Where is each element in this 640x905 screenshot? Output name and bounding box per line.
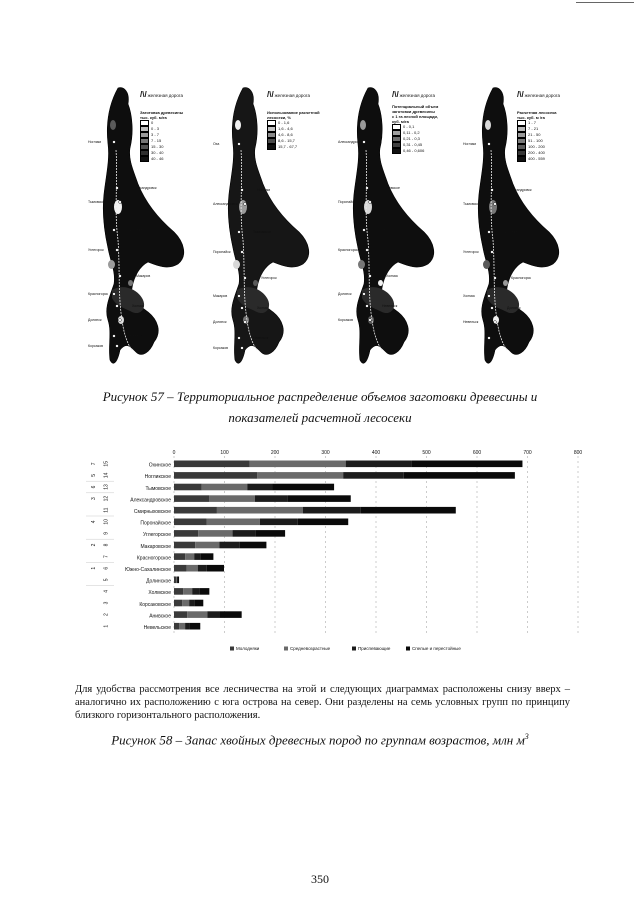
figure-57-caption-line-2: показателей расчетной лесосеки [228,410,412,425]
town-label: Долинск [88,318,102,322]
town-label: Поронайск [213,250,231,254]
bar-segment [260,519,298,526]
town-marker [116,305,119,308]
legend-swatch [352,647,356,651]
map-panel-1 [88,80,208,380]
town-label: Александровск [132,186,157,190]
railway-legend [267,90,310,99]
district-patch [235,120,241,130]
town-marker [488,295,491,298]
town-label: Корсаков [338,318,354,322]
legend-swatch [284,647,288,651]
legend-class-label: 200 - 400 [528,150,545,156]
town-marker [369,201,372,204]
bar-segment [185,623,189,630]
legend-class-label: 400 - 559 [528,156,545,162]
legend-class-label: 8,6 - 15,7 [278,138,295,144]
figure-57-maps [88,80,568,380]
railway-symbol-icon: /\/ [140,90,147,99]
town-marker [366,305,369,308]
town-label: Углегорск [463,250,479,254]
bar-segment [343,472,404,479]
group-label: 1 [90,566,97,570]
town-label: Корсаков [213,346,229,350]
map-class-legend [140,110,183,162]
index-label: 9 [103,532,110,535]
district-patch [110,120,116,130]
index-label: 4 [103,590,110,593]
legend-class-row [140,156,183,162]
legend-class-row [517,156,556,162]
x-tick-label: 100 [220,450,229,456]
page-number: 350 [311,872,329,886]
bar-segment [174,577,176,584]
category-label: Макаровское [140,543,171,550]
bar-segment [194,600,203,607]
town-marker [119,319,122,322]
figure-58-caption [60,732,580,748]
bar-segment [187,611,207,618]
bar-segment [174,565,187,572]
town-label: Холмск [132,304,144,308]
town-marker [113,229,116,232]
explanatory-paragraph: Для удобства рассмотрения все лесничества на этой и следующих диаграммах расположены снизу вверх – аналогично их расположению с юга острова на север. Они разделены на семь условных групп по принципу близкого горизонтального расположения. [75,684,570,721]
district-patch [253,280,258,286]
category-label: Южно-Сахалинское [124,567,171,573]
bar-segment [198,565,207,572]
railway-legend [392,90,435,99]
legend-label: Спелые и перестойные [412,646,461,651]
town-marker [363,229,366,232]
town-label: Холмск [386,274,398,278]
bar-segment [202,484,247,491]
legend-swatch [230,647,234,651]
bar-segment [194,553,200,560]
bar-segment [361,507,456,514]
town-label: Ноглики [88,140,102,144]
category-label: Ногликское [144,474,171,481]
town-label: Долинск [213,320,227,324]
railway-legend [517,90,560,99]
bar-segment [187,565,198,572]
legend-class-row [267,144,320,150]
town-label: Макаров [136,274,151,278]
legend-class-label: 15 - 30 [151,144,164,150]
legend-class-label: 30 - 40 [151,150,164,156]
bar-segment [185,553,194,560]
index-label: 1 [103,624,110,628]
category-label: Поронайское [140,520,171,527]
index-label: 15 [103,461,110,467]
district-patch [485,120,491,130]
legend-title-line: куб. м/га [392,119,409,124]
x-tick-label: 400 [371,450,381,456]
town-label: Поронайск [503,230,521,234]
town-marker [238,143,241,146]
group-label: 3 [90,497,97,500]
bar-segment [174,611,187,618]
legend-label: Приспевающие [358,646,391,651]
town-marker [241,189,244,192]
legend-class-label: 7 - 15 [151,138,162,144]
town-marker [363,141,366,144]
town-label: Холмск [257,306,269,310]
legend-title-line: Потенциальный объем [392,104,439,109]
town-label: Невельск [253,336,269,340]
bar-segment [195,542,219,549]
bar-segment [411,461,522,468]
bar-segment [177,577,178,584]
town-marker [116,345,119,348]
map-panel-3 [338,80,458,380]
index-label: 2 [103,613,110,616]
legend-class-label: 0 [151,120,154,126]
bar-segment [207,565,224,572]
bar-segment [199,588,209,595]
town-label: Поронайск [128,228,146,232]
index-label: 14 [103,472,110,479]
legend-class-label: 0 - 3 [151,126,160,132]
bar-segment [174,507,217,514]
category-label: Невельское [143,625,171,631]
town-marker [119,275,122,278]
town-marker [491,307,494,310]
bar-segment [174,542,195,549]
bar-segment [250,461,346,468]
town-label: Тымовское [382,186,400,190]
legend-title-line: Расчетная лесосека [517,110,557,115]
legend-class-label: 40 - 46 [151,156,164,162]
town-label: Углегорск [378,228,394,232]
figure-58-caption-superscript: 3 [524,732,529,741]
legend-class-label: 1 - 7 [528,120,537,126]
x-tick-label: 800 [573,450,583,456]
legend-swatch [267,144,276,150]
railway-legend-text: железная дорога [274,93,310,98]
bar-segment [174,588,183,595]
legend-title-line: тыс. куб. м /га [517,115,545,120]
district-patch [503,280,508,286]
town-marker [113,141,116,144]
town-label: Невельск [382,304,398,308]
x-tick-label: 700 [523,450,532,456]
district-patch [233,260,240,269]
bar-segment [303,507,361,514]
railway-symbol-icon: /\/ [392,90,399,99]
district-patch [360,120,366,130]
category-label: Долинское [146,578,171,585]
category-label: Углегорское [143,532,171,539]
legend-class-label: 0,11 - 0,2 [403,130,420,136]
legend-class-label: 7 - 21 [528,126,539,132]
town-marker [244,203,247,206]
group-label: 6 [90,485,97,489]
legend-swatch [392,148,401,154]
bar-segment [288,495,351,502]
bar-segment [255,495,288,502]
bar-segment [209,495,254,502]
town-label: Углегорск [261,276,277,280]
legend-swatch [140,156,149,162]
district-patch [108,260,115,269]
town-label: Корсаков [503,336,519,340]
bar-segment [174,623,179,630]
category-label: Холмское [148,590,171,597]
town-marker [494,321,497,324]
town-label: Долинск [338,292,352,296]
town-label: Оха [213,142,220,146]
legend-label: Средневозрастные [290,646,331,651]
group-label: 2 [90,543,97,547]
bar-segment [217,507,303,514]
town-label: Невельск [128,334,144,338]
bar-segment [176,577,177,584]
bar-segment [219,542,239,549]
figure-57-caption-line-1: Рисунок 57 – Территориальное распределение объемов заготовки древесины и [102,389,538,404]
district-patch [378,280,383,286]
railway-legend [140,90,183,99]
figure-58-chart [80,448,600,673]
bar-segment [174,495,209,502]
town-marker [363,293,366,296]
town-marker [494,203,497,206]
town-label: Холмск [463,294,475,298]
bar-segment [182,600,189,607]
category-label: Корсаковское [139,601,171,608]
category-label: Анивское [149,613,171,620]
index-label: 13 [103,484,110,490]
town-marker [241,347,244,350]
town-marker [244,321,247,324]
group-label: 5 [90,474,97,477]
town-label: Александровск [507,188,532,192]
bar-segment [219,611,241,618]
bar-segment [255,530,285,537]
x-tick-label: 500 [422,450,431,456]
town-label: Красногорск [88,292,108,296]
town-marker [119,201,122,204]
group-label: 4 [90,520,97,524]
x-tick-label: 600 [472,450,482,456]
bar-segment [198,530,232,537]
index-label: 10 [103,519,110,525]
page-corner-mark [576,2,634,3]
bar-segment [174,484,202,491]
town-marker [366,187,369,190]
bar-segment [174,600,182,607]
legend-title-line: Заготовка древесины [140,110,184,115]
town-marker [238,231,241,234]
legend-class-label: 100 - 200 [528,144,545,150]
town-marker [369,319,372,322]
district-patch [239,200,247,214]
x-tick-label: 200 [270,450,280,456]
legend-class-label: 3 - 7 [151,132,160,138]
town-label: Ноглики [463,142,477,146]
bar-segment [174,519,207,526]
town-marker [488,143,491,146]
legend-class-label: 0,21 - 0,3 [403,136,420,142]
railway-legend-text: железная дорога [524,93,560,98]
map-class-legend [517,110,556,162]
town-label: Красногорск [511,276,531,280]
bar-segment [298,519,349,526]
town-label: Макаров [213,294,228,298]
index-label: 5 [103,578,110,582]
town-marker [494,277,497,280]
town-label: Александровск [213,202,238,206]
bar-segment [272,484,334,491]
railway-symbol-icon: /\/ [517,90,524,99]
category-label: Тымовское [145,485,171,492]
town-marker [488,231,491,234]
town-marker [113,335,116,338]
legend-title-line: заготовки древесины [392,109,435,114]
map-class-legend [267,110,320,150]
bar-segment [189,623,200,630]
legend-label: Молодняки [236,646,260,651]
town-label: Тымовское [88,200,106,204]
railway-legend-text: железная дорога [399,93,435,98]
bar-segment [192,588,199,595]
bar-segment [207,519,260,526]
town-label: Невельск [463,320,479,324]
category-label: Красногорское [136,555,171,562]
district-patch [489,200,497,214]
bar-segment [178,577,180,584]
bar-segment [200,553,213,560]
town-marker [366,249,369,252]
index-label: 8 [103,543,110,547]
railway-symbol-icon: /\/ [267,90,274,99]
legend-title-line: тыс. куб. м/га [140,115,167,120]
figure-58-caption-text: Рисунок 58 – Запас хвойных древесных пород по группам возрастов, млн м [111,732,525,748]
legend-class-label: 0,46 - 0,606 [403,148,425,154]
town-label: Долинск [507,306,521,310]
bar-segment [240,542,267,549]
legend-swatch [517,156,526,162]
legend-title-line: Использование расчетной [267,110,320,115]
legend-class-label: 4,6 - 8,6 [278,132,293,138]
town-marker [116,249,119,252]
town-marker [491,251,494,254]
x-tick-label: 300 [321,450,330,456]
town-marker [241,307,244,310]
map-panel-4 [463,80,583,380]
legend-swatch [406,647,410,651]
town-label: Тымовское [253,230,271,234]
town-label: Поронайск [338,200,356,204]
index-label: 7 [103,555,110,558]
railway-legend-text: железная дорога [147,93,183,98]
district-patch [483,260,490,269]
legend-class-label: 15,7 - 67,7 [278,144,298,150]
town-marker [238,295,241,298]
bar-segment [174,472,257,479]
category-label: Смирныховское [133,509,171,515]
group-label: 7 [90,462,97,466]
town-marker [491,189,494,192]
bar-segment [247,484,272,491]
town-marker [488,337,491,340]
map-panel-2 [213,80,333,380]
bar-segment [257,472,343,479]
legend-title-line: с 1 га лесной площади, [392,114,439,119]
stacked-bar-chart [80,448,600,673]
map-class-legend [392,104,438,154]
bar-segment [174,530,198,537]
bar-segment [207,611,219,618]
index-label: 12 [103,495,110,502]
town-label: Корсаков [88,344,104,348]
district-patch [358,260,365,269]
town-marker [238,337,241,340]
legend-class-label: 51 - 100 [528,138,543,144]
bar-segment [346,461,412,468]
category-label: Александровское [130,497,171,504]
town-marker [113,293,116,296]
bar-segment [179,623,185,630]
town-marker [244,277,247,280]
legend-class-label: 21 - 50 [528,132,541,138]
index-label: 3 [103,601,110,605]
legend-class-label: 0,31 - 0,45 [403,142,423,148]
town-label: Александровск [338,140,363,144]
town-marker [241,251,244,254]
town-label: Красногорск [338,248,358,252]
bar-segment [404,472,515,479]
town-marker [369,275,372,278]
bar-segment [174,553,185,560]
bar-segment [183,588,192,595]
legend-class-label: 0 - 1,6 [278,120,290,126]
town-label: Ноглики [257,188,271,192]
bar-segment [174,461,250,468]
index-label: 6 [103,566,110,570]
town-label: Тымовское [463,202,481,206]
index-label: 11 [103,507,110,513]
district-patch [128,280,133,286]
legend-title-line: лесосеки, % [267,115,291,120]
legend-class-row [392,148,438,154]
legend-class-label: 1,6 - 4,6 [278,126,293,132]
town-marker [116,187,119,190]
category-label: Охинское [148,462,171,469]
bar-segment [189,600,194,607]
town-label: Углегорск [88,248,104,252]
x-tick-label: 0 [172,450,176,456]
legend-class-label: 0 - 0,1 [403,124,415,130]
bar-segment [233,530,256,537]
